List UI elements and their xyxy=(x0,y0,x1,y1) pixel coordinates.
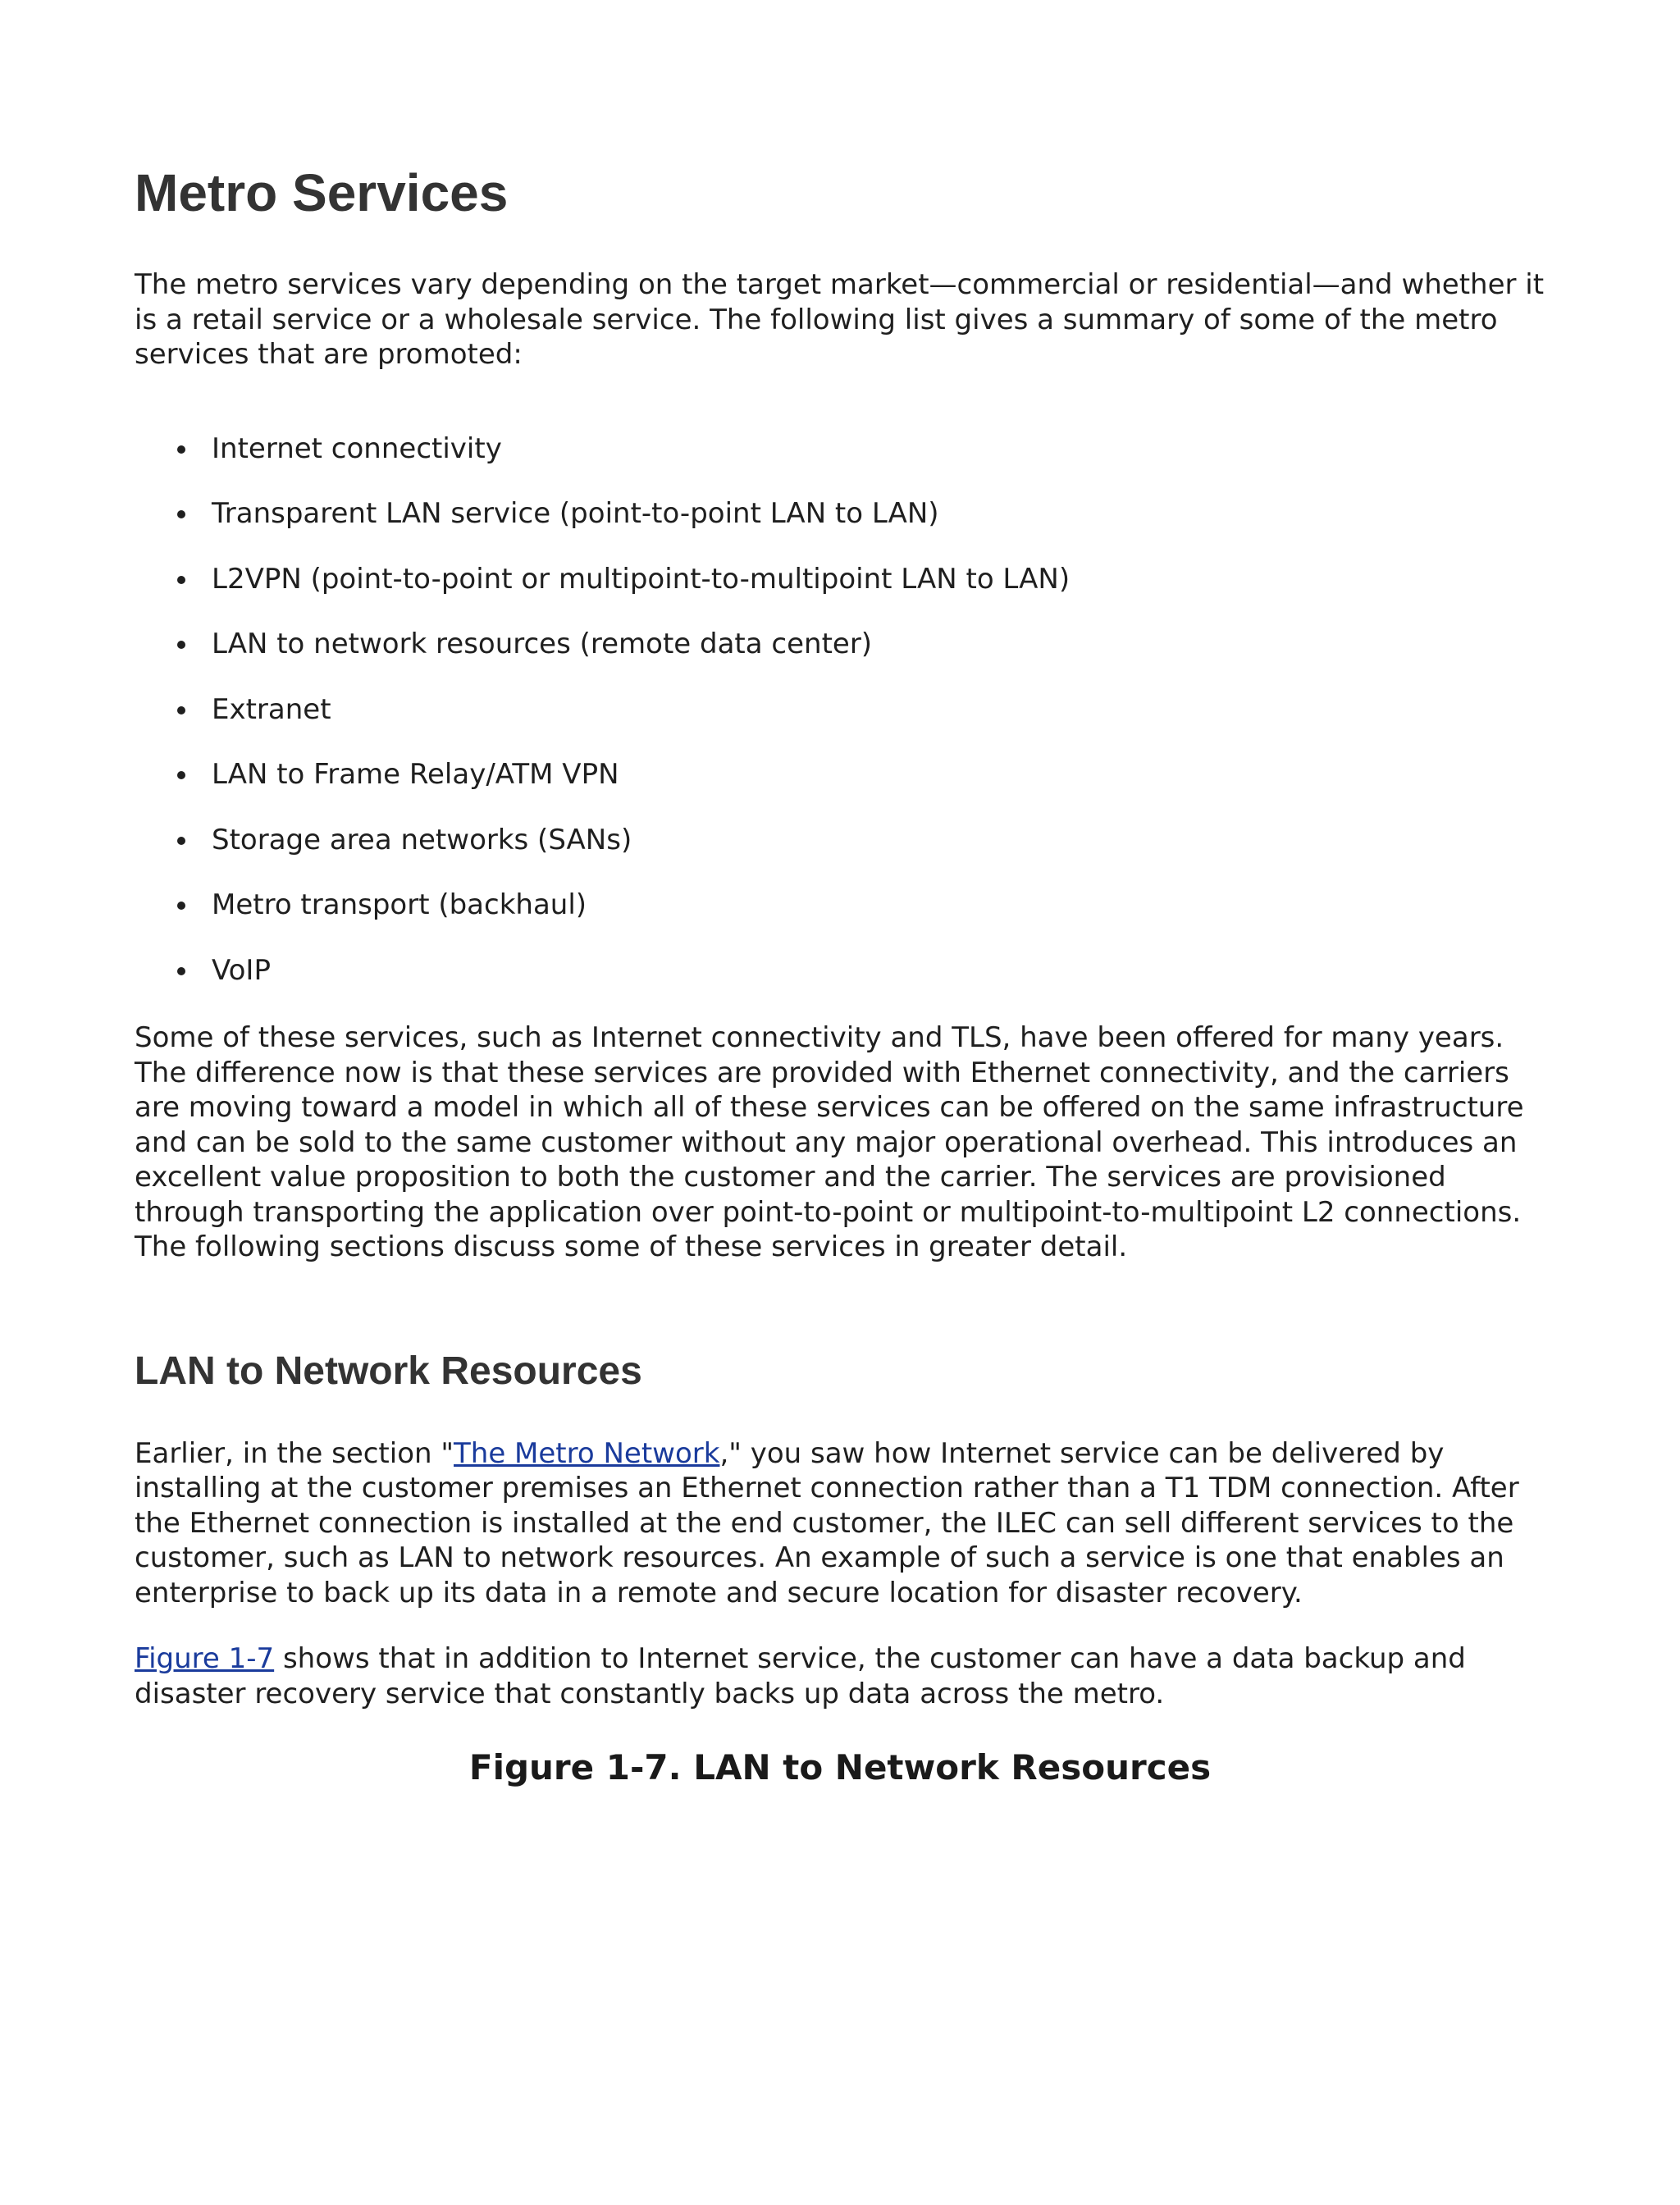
metro-network-link[interactable]: The Metro Network xyxy=(454,1436,720,1470)
list-item xyxy=(135,888,1545,923)
paragraph-text-after: shows that in addition to Internet service, the customer can have a data backup and disaster recovery service that constantly backs up data across the metro. xyxy=(135,1642,1466,1710)
bullet-icon xyxy=(177,445,185,454)
paragraph-text-after: ," you saw how Internet service can be delivered by installing at the customer premises an Ethernet connection rather than a T1 TDM connection. After the Ethernet connection is installed at the end customer, the ILEC can sell different services to the customer, such as LAN to network resources. An example of such a service is one that enables an enterprise to back up its data in a remote and secure location for disaster recovery. xyxy=(135,1436,1519,1609)
bullet-icon xyxy=(177,641,185,649)
list-item-text: Extranet xyxy=(212,692,331,726)
section-title-lan-to-network-resources: LAN to Network Resources xyxy=(135,1349,642,1393)
metro-network-paragraph xyxy=(135,1436,1545,1611)
services-list xyxy=(135,431,1545,988)
paragraph-text-before: Earlier, in the section " xyxy=(135,1436,454,1470)
bullet-icon xyxy=(177,967,185,975)
list-item-text: LAN to network resources (remote data center) xyxy=(212,628,873,661)
list-item-text: Metro transport (backhaul) xyxy=(212,888,587,922)
figure-caption: Figure 1-7. LAN to Network Resources xyxy=(468,1747,1212,1788)
bullet-icon xyxy=(177,576,185,584)
list-item xyxy=(135,627,1545,662)
page-title: Metro Services xyxy=(135,163,509,222)
list-item xyxy=(135,757,1545,792)
list-item xyxy=(135,953,1545,988)
list-item xyxy=(135,496,1545,532)
bullet-icon xyxy=(177,771,185,779)
list-item-text: LAN to Frame Relay/ATM VPN xyxy=(212,758,619,792)
bullet-icon xyxy=(177,510,185,518)
list-item-text: Storage area networks (SANs) xyxy=(212,823,632,856)
list-item-text: Transparent LAN service (point-to-point LAN to LAN) xyxy=(212,497,939,531)
list-item xyxy=(135,431,1545,467)
document-page xyxy=(135,164,1545,1786)
list-item-text: L2VPN (point-to-point or multipoint-to-multipoint LAN to LAN) xyxy=(212,562,1071,596)
list-item xyxy=(135,692,1545,728)
list-item xyxy=(135,562,1545,597)
bullet-icon xyxy=(177,706,185,714)
figure-reference-paragraph xyxy=(135,1641,1545,1711)
bullet-icon xyxy=(177,837,185,845)
figure-1-7-link[interactable]: Figure 1-7 xyxy=(135,1642,275,1676)
intro-paragraph: The metro services vary depending on the target market—commercial or residential—and whether it is a retail service or a wholesale service. The following list gives a summary of some of the metro services that are promoted: xyxy=(135,268,1545,372)
list-item xyxy=(135,823,1545,858)
list-item-text: Internet connectivity xyxy=(212,431,502,465)
bullet-icon xyxy=(177,902,185,910)
services-overview-paragraph: Some of these services, such as Internet connectivity and TLS, have been offered for many years. The difference now is that these services are provided with Ethernet connectivity, and the carriers are moving toward a model in which all of these services can be offered on the same infrastructure and can be sold to the same customer without any major operational overhead. This introduces an excellent value proposition to both the customer and the carrier. The services are provisioned through transporting the application over point-to-point or multipoint-to-multipoint L2 connections. The following sections discuss some of these services in greater detail. xyxy=(135,1021,1524,1264)
list-item-text: VoIP xyxy=(212,953,271,987)
